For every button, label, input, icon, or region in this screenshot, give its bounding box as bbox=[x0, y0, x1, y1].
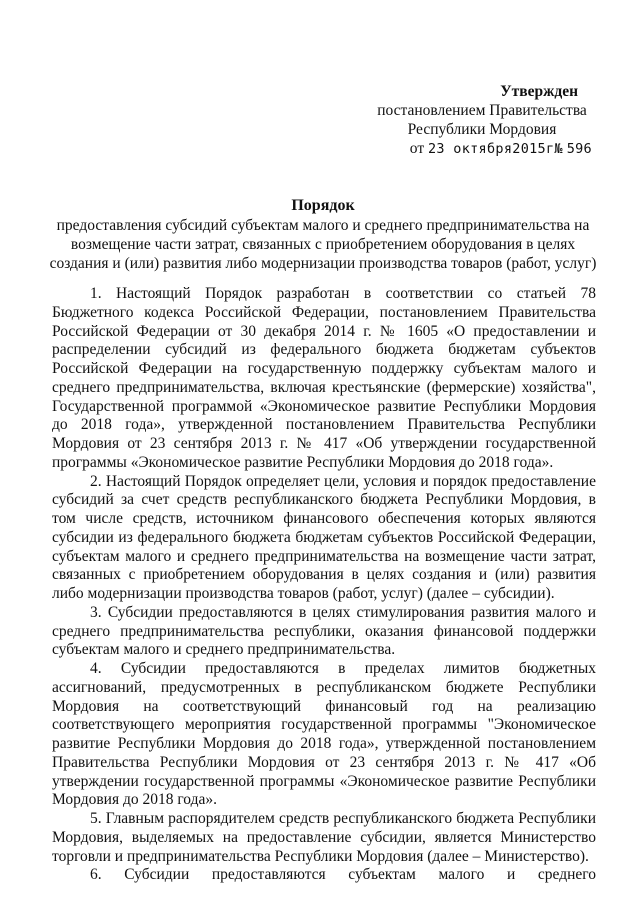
approval-stamp bbox=[362, 82, 602, 159]
paragraph-2: 2. Настоящий Порядок определяет цели, условия и порядок предоставление субсидий за счет средств республиканского бюджета Республики Мордовия, в том числе средств, источником финансового обеспечения которых являются субсидии из федерального бюджета бюджетам субъектов Российской Федерации, субъектам малого и среднего предпринимательства на возмещение части затрат, связанных с приобретением оборудования в целях создания и (или) развития либо модернизации производства товаров (работ, услуг) (далее – субсидии). bbox=[52, 472, 596, 602]
approval-number: 596 bbox=[566, 141, 592, 157]
paragraph-3: 3. Субсидии предоставляются в целях стимулирования развития малого и среднего предпринимательства республики, оказания финансовой поддержки субъектам малого и среднего предпринимательства. bbox=[52, 603, 596, 659]
paragraph-6: 6. Субсидии предоставляются субъектам малого и среднего bbox=[90, 866, 596, 884]
document-subtitle: предоставления субсидий субъектам малого и среднего предпринимательства на возмещение части затрат, связанных с приобретением оборудования в целях создания и (или) развития либо модернизации производства товаров (работ, услуг) bbox=[49, 217, 597, 272]
approval-line-1: постановлением Правительства bbox=[377, 102, 587, 119]
paragraph-4: 4. Субсидии предоставляются в пределах лимитов бюджетных ассигнований, предусмотренных в республиканском бюджете Республики Мордовия на соответствующий финансовый год на реализацию соответствующего мероприятия государственной программы "Экономическое развитие Республики Мордовия до 2018 года», утвержденной постановлением Правительства Республики Мордовия от 23 сентября 2013 г. № 417 «Об утверждении государственной программы «Экономическое развитие Республики Мордовия до 2018 года». bbox=[52, 660, 596, 809]
approval-date-value: 23 октября2015г№ bbox=[427, 141, 563, 157]
document-title: Порядок bbox=[291, 197, 355, 214]
paragraph-1: 1. Настоящий Порядок разработан в соответствии со статьей 78 Бюджетного кодекса Российской Федерации, постановлением Правительства Российской Федерации от 30 декабря 2014 г. № 1605 «О предоставлении и распределении субсидий из федерального бюджета бюджетам субъектов Российской Федерации на государственную поддержку субъектам малого и среднего предпринимательства, включая крестьянские (фермерские) хозяйства", Государственной программой «Экономическое развитие Республики Мордовия до 2018 года», утвержденной постановлением Правительства Республики Мордовия от 23 сентября 2013 г. № 417 «Об утверждении государственной программы «Экономическое развитие Республики Мордовия до 2018 года». bbox=[52, 285, 596, 471]
document-title-block bbox=[40, 196, 606, 273]
approval-line-2: Республики Мордовия bbox=[407, 121, 557, 138]
approval-date-prefix: от bbox=[409, 140, 425, 157]
paragraph-5: 5. Главным распорядителем средств республиканского бюджета Республики Мордовия, выделяемых на предоставление субсидии, является Министерство торговли и предпринимательства Республики Мордовия (далее – Министерство). bbox=[52, 810, 596, 865]
document-body bbox=[52, 285, 596, 885]
approval-heading-wrap bbox=[362, 82, 602, 101]
approval-heading: Утвержден bbox=[500, 83, 578, 100]
approval-date-line bbox=[362, 139, 602, 159]
